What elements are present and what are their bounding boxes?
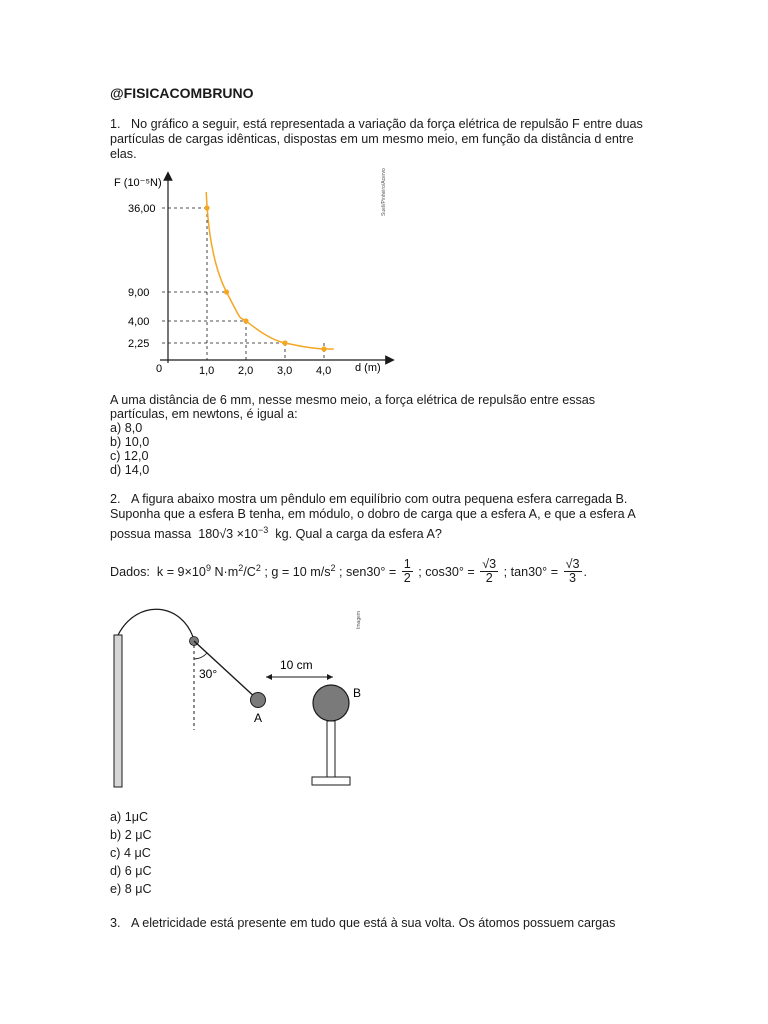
q2-mass-suffix: kg. Qual a carga da esfera A? bbox=[275, 527, 442, 542]
label-a: A bbox=[254, 711, 263, 725]
y-tick-label: 36,00 bbox=[128, 203, 156, 215]
data-point bbox=[224, 289, 229, 294]
q3-number: 3. bbox=[110, 916, 121, 930]
data-point bbox=[321, 346, 326, 351]
pendulum-figure bbox=[108, 605, 368, 795]
force-curve bbox=[206, 192, 334, 349]
distance-label: 10 cm bbox=[280, 658, 313, 672]
q1-option-a[interactable]: a) 8,0 bbox=[110, 421, 143, 435]
q1-number: 1. bbox=[110, 117, 121, 131]
q1-option-c[interactable]: c) 12,0 bbox=[110, 449, 149, 463]
sen-label: ; sen30° = bbox=[339, 564, 397, 579]
q1-line-1 bbox=[110, 117, 643, 131]
angle-label: 30° bbox=[199, 667, 218, 681]
q2-option-b[interactable]: b) 2 μC bbox=[110, 828, 152, 842]
sphere-a bbox=[251, 693, 266, 708]
stand-base bbox=[312, 777, 350, 785]
q3-line-1 bbox=[110, 916, 615, 930]
figure-watermark: Imagem bbox=[356, 610, 362, 629]
q2-mass-value: 180√3 ×10 bbox=[198, 527, 258, 542]
y-tick-label: 9,00 bbox=[128, 287, 150, 299]
q2-stem-2: Suponha que a esfera B tenha, em módulo, o dobro de carga que a esfera A, e que a esfera A bbox=[110, 507, 636, 521]
x-tick-label: 4,0 bbox=[316, 365, 332, 377]
distance-arrow-left-head bbox=[266, 674, 272, 680]
page-header: @FISICACOMBRUNO bbox=[110, 85, 254, 101]
q1-stem-3: elas. bbox=[110, 147, 137, 161]
data-point bbox=[243, 318, 248, 323]
origin-label: 0 bbox=[156, 363, 163, 375]
q2-data-line bbox=[110, 558, 587, 585]
gravity-value: ; g = 10 $m/s^2$ bbox=[264, 563, 336, 580]
formula-end: . bbox=[583, 564, 587, 579]
data-label: Dados: bbox=[110, 564, 150, 579]
q2-option-e[interactable]: e) 8 μC bbox=[110, 882, 152, 896]
q2-mass-prefix: possua massa bbox=[110, 527, 192, 542]
distance-arrow-right-head bbox=[327, 674, 333, 680]
tan-fraction: $\frac{√3}{3}$ bbox=[565, 557, 580, 585]
x-tick-label: 3,0 bbox=[277, 365, 293, 377]
chart-watermark: Sueli/Pinheiro/Acervo bbox=[381, 168, 387, 216]
support-pole bbox=[114, 635, 122, 787]
cos-fraction: $\frac{√3}{2}$ bbox=[482, 557, 497, 585]
k-constant: $k = 9\times 10^9$ $N\cdot m^2/C^2$ bbox=[156, 563, 261, 580]
q2-option-a[interactable]: a) 1μC bbox=[110, 810, 149, 824]
q2-line-1 bbox=[110, 492, 627, 506]
q1-stem-1: No gráfico a seguir, está representada a variação da força elétrica de repulsão F entre duas bbox=[131, 117, 643, 131]
y-tick-label: 4,00 bbox=[128, 316, 150, 328]
q1-option-d[interactable]: d) 14,0 bbox=[110, 463, 150, 477]
x-tick-label: 1,0 bbox=[199, 365, 215, 377]
sen-fraction: $\frac{1}{2}$ bbox=[403, 557, 411, 585]
sphere-b bbox=[313, 685, 349, 721]
y-tick-label: 2,25 bbox=[128, 338, 150, 350]
y-axis-label: F (10⁻⁵N) bbox=[114, 177, 162, 189]
q1-option-b[interactable]: b) 10,0 bbox=[110, 435, 150, 449]
q2-stem-1: A figura abaixo mostra um pêndulo em equilíbrio com outra pequena esfera carregada B. bbox=[131, 492, 628, 506]
x-tick-label: 2,0 bbox=[238, 365, 254, 377]
q1-after-2: partículas, em newtons, é igual a: bbox=[110, 407, 298, 421]
x-axis-label: d (m) bbox=[355, 362, 381, 374]
label-b: B bbox=[353, 686, 362, 700]
force-distance-chart bbox=[100, 168, 400, 383]
q1-stem-2: partículas de cargas idênticas, dispostas em um mesmo meio, em função da distância d entre bbox=[110, 132, 634, 146]
q2-mass-exp: −3 bbox=[258, 525, 269, 535]
q2-mass-line bbox=[110, 523, 442, 541]
q2-option-c[interactable]: c) 4 μC bbox=[110, 846, 151, 860]
data-point bbox=[282, 340, 287, 345]
stand-rod bbox=[327, 721, 335, 777]
q2-option-d[interactable]: d) 6 μC bbox=[110, 864, 152, 878]
q2-number: 2. bbox=[110, 492, 121, 506]
data-point bbox=[204, 205, 209, 210]
cos-label: ; cos30° = bbox=[418, 564, 475, 579]
support-wire bbox=[118, 609, 194, 640]
tan-label: ; tan30° = bbox=[503, 564, 559, 579]
angle-arc bbox=[194, 653, 207, 659]
q1-after-1: A uma distância de 6 mm, nesse mesmo meio, a força elétrica de repulsão entre essas bbox=[110, 393, 596, 407]
q3-text: A eletricidade está presente em tudo que está à sua volta. Os átomos possuem cargas bbox=[131, 916, 616, 930]
